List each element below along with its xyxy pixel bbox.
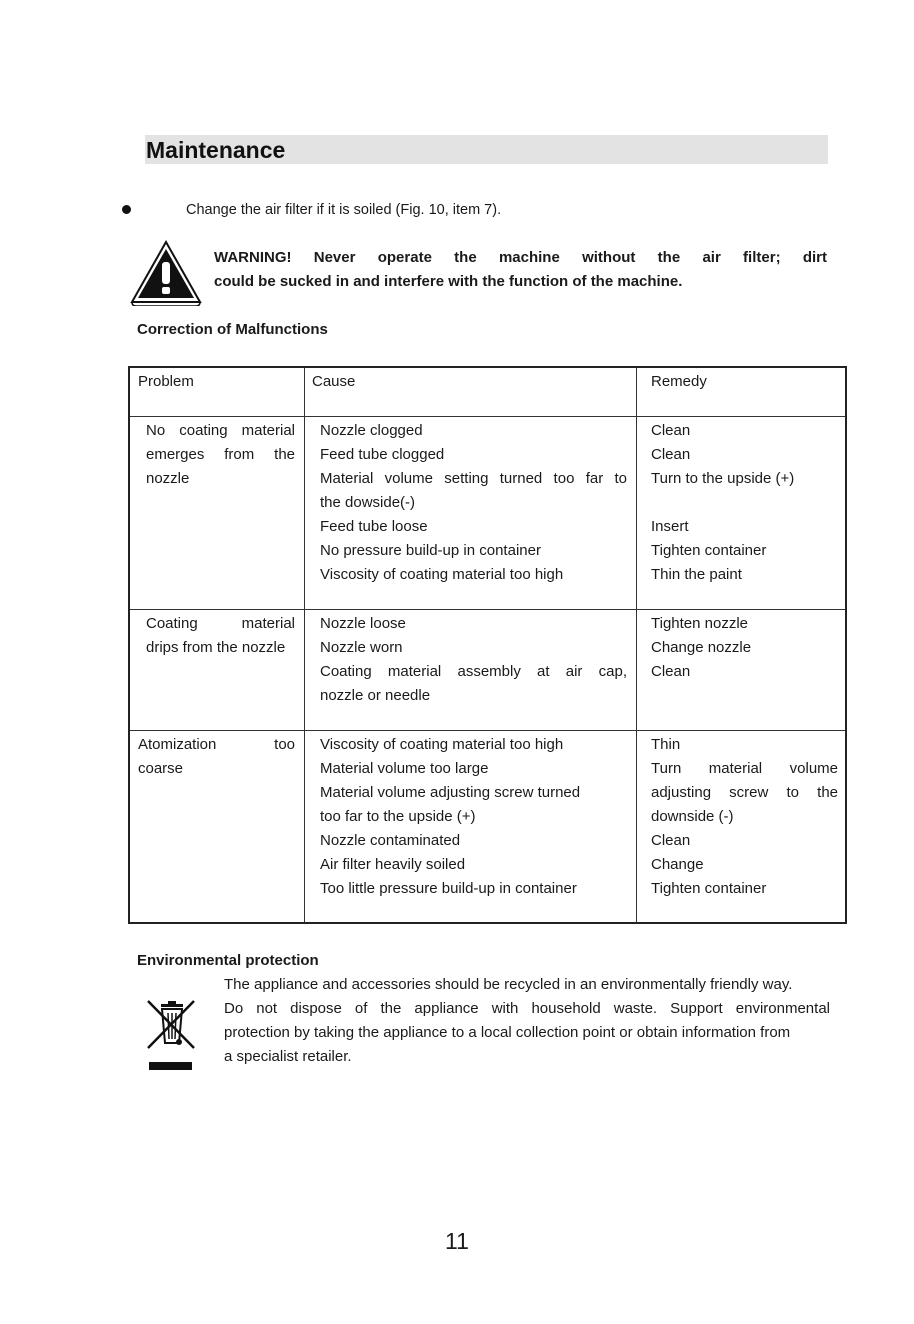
remedy-line: Clean (651, 663, 691, 680)
cause-line: Nozzle clogged (320, 422, 423, 439)
cause-line: Viscosity of coating material too high (320, 736, 564, 753)
problem-line: drips from the nozzle (146, 639, 286, 656)
remedy-line: Tighten container (651, 542, 767, 559)
remedy-line: downside (-) (651, 808, 734, 825)
remedy-line: Turn to the upside (+) (651, 470, 795, 487)
environment-text (224, 973, 830, 1069)
cause-line: Material volume too large (320, 760, 489, 777)
remedy-line: Turn material volume (651, 760, 838, 777)
problem-line: No coating material (146, 422, 295, 439)
warning-line-2: could be sucked in and interfere with the function of the machine. (214, 273, 683, 290)
bullet-text: Change the air filter if it is soiled (Fig. 10, item 7). (186, 202, 502, 218)
cause-line: Air filter heavily soiled (320, 856, 466, 873)
problem-line: Coating material (146, 615, 295, 632)
remedy-line: Tighten nozzle (651, 615, 749, 632)
remedy-line: Thin the paint (651, 566, 742, 583)
row-2-remedies (651, 612, 838, 684)
remedy-line: Clean (651, 832, 691, 849)
row-1-remedies (651, 419, 838, 587)
remedy-line: Clean (651, 446, 691, 463)
section-title: Maintenance (145, 135, 828, 164)
row-3-remedies (651, 733, 838, 901)
warning-triangle-icon (130, 240, 202, 306)
cause-line: Material volume setting turned too far to (320, 470, 627, 487)
cause-line: Feed tube clogged (320, 446, 445, 463)
page-number: 11 (445, 1228, 469, 1254)
cause-line: Coating material assembly at air cap, (320, 663, 627, 680)
row-2-problem (146, 612, 295, 660)
row-1-problem (146, 419, 295, 491)
cause-line: Nozzle contaminated (320, 832, 461, 849)
bullet-dot-icon (122, 205, 131, 214)
environment-line: a specialist retailer. (224, 1048, 352, 1065)
table-row-divider (130, 416, 845, 417)
remedy-line: Insert (651, 518, 689, 535)
cause-line: Viscosity of coating material too high (320, 566, 564, 583)
cause-line: Feed tube loose (320, 518, 428, 535)
table-column-divider (304, 368, 305, 922)
header-cause: Cause (312, 373, 356, 390)
problem-line: Atomization too (138, 736, 295, 753)
warning-text (214, 246, 827, 294)
remedy-line: Clean (651, 422, 691, 439)
environment-line: protection by taking the appliance to a local collection point or obtain information from (224, 1024, 791, 1041)
cause-line: Nozzle loose (320, 615, 406, 632)
row-2-causes (320, 612, 627, 708)
remedy-line: Tighten container (651, 880, 767, 897)
remedy-line: Thin (651, 736, 681, 753)
table-row-divider (130, 609, 845, 610)
warning-line-1: WARNING! Never operate the machine without the air filter; dirt (214, 249, 827, 266)
row-3-problem (138, 733, 295, 781)
problem-line: coarse (138, 760, 184, 777)
environment-line: Do not dispose of the appliance with household waste. Support environmental (224, 1000, 830, 1017)
remedy-line: Change nozzle (651, 639, 752, 656)
crossed-out-bin-icon (144, 996, 200, 1072)
remedy-line: Change (651, 856, 704, 873)
header-problem: Problem (138, 373, 194, 390)
cause-line: Nozzle worn (320, 639, 403, 656)
cause-line: Material volume adjusting screw turned (320, 784, 581, 801)
malfunctions-heading: Correction of Malfunctions (137, 321, 328, 338)
malfunctions-table (128, 366, 847, 924)
table-column-divider (636, 368, 637, 922)
problem-line: nozzle (146, 470, 190, 487)
problem-line: emerges from the (146, 446, 295, 463)
cause-line: nozzle or needle (320, 687, 431, 704)
cause-line: the dowside(-) (320, 494, 416, 511)
environment-heading: Environmental protection (137, 952, 319, 969)
table-row-divider (130, 730, 845, 731)
cause-line: Too little pressure build-up in container (320, 880, 577, 897)
remedy-line: adjusting screw to the (651, 784, 838, 801)
header-remedy: Remedy (651, 373, 707, 390)
environment-line: The appliance and accessories should be recycled in an environmentally friendly way. (224, 976, 793, 993)
row-3-causes (320, 733, 627, 901)
cause-line: too far to the upside (+) (320, 808, 476, 825)
row-1-causes (320, 419, 627, 587)
cause-line: No pressure build-up in container (320, 542, 541, 559)
